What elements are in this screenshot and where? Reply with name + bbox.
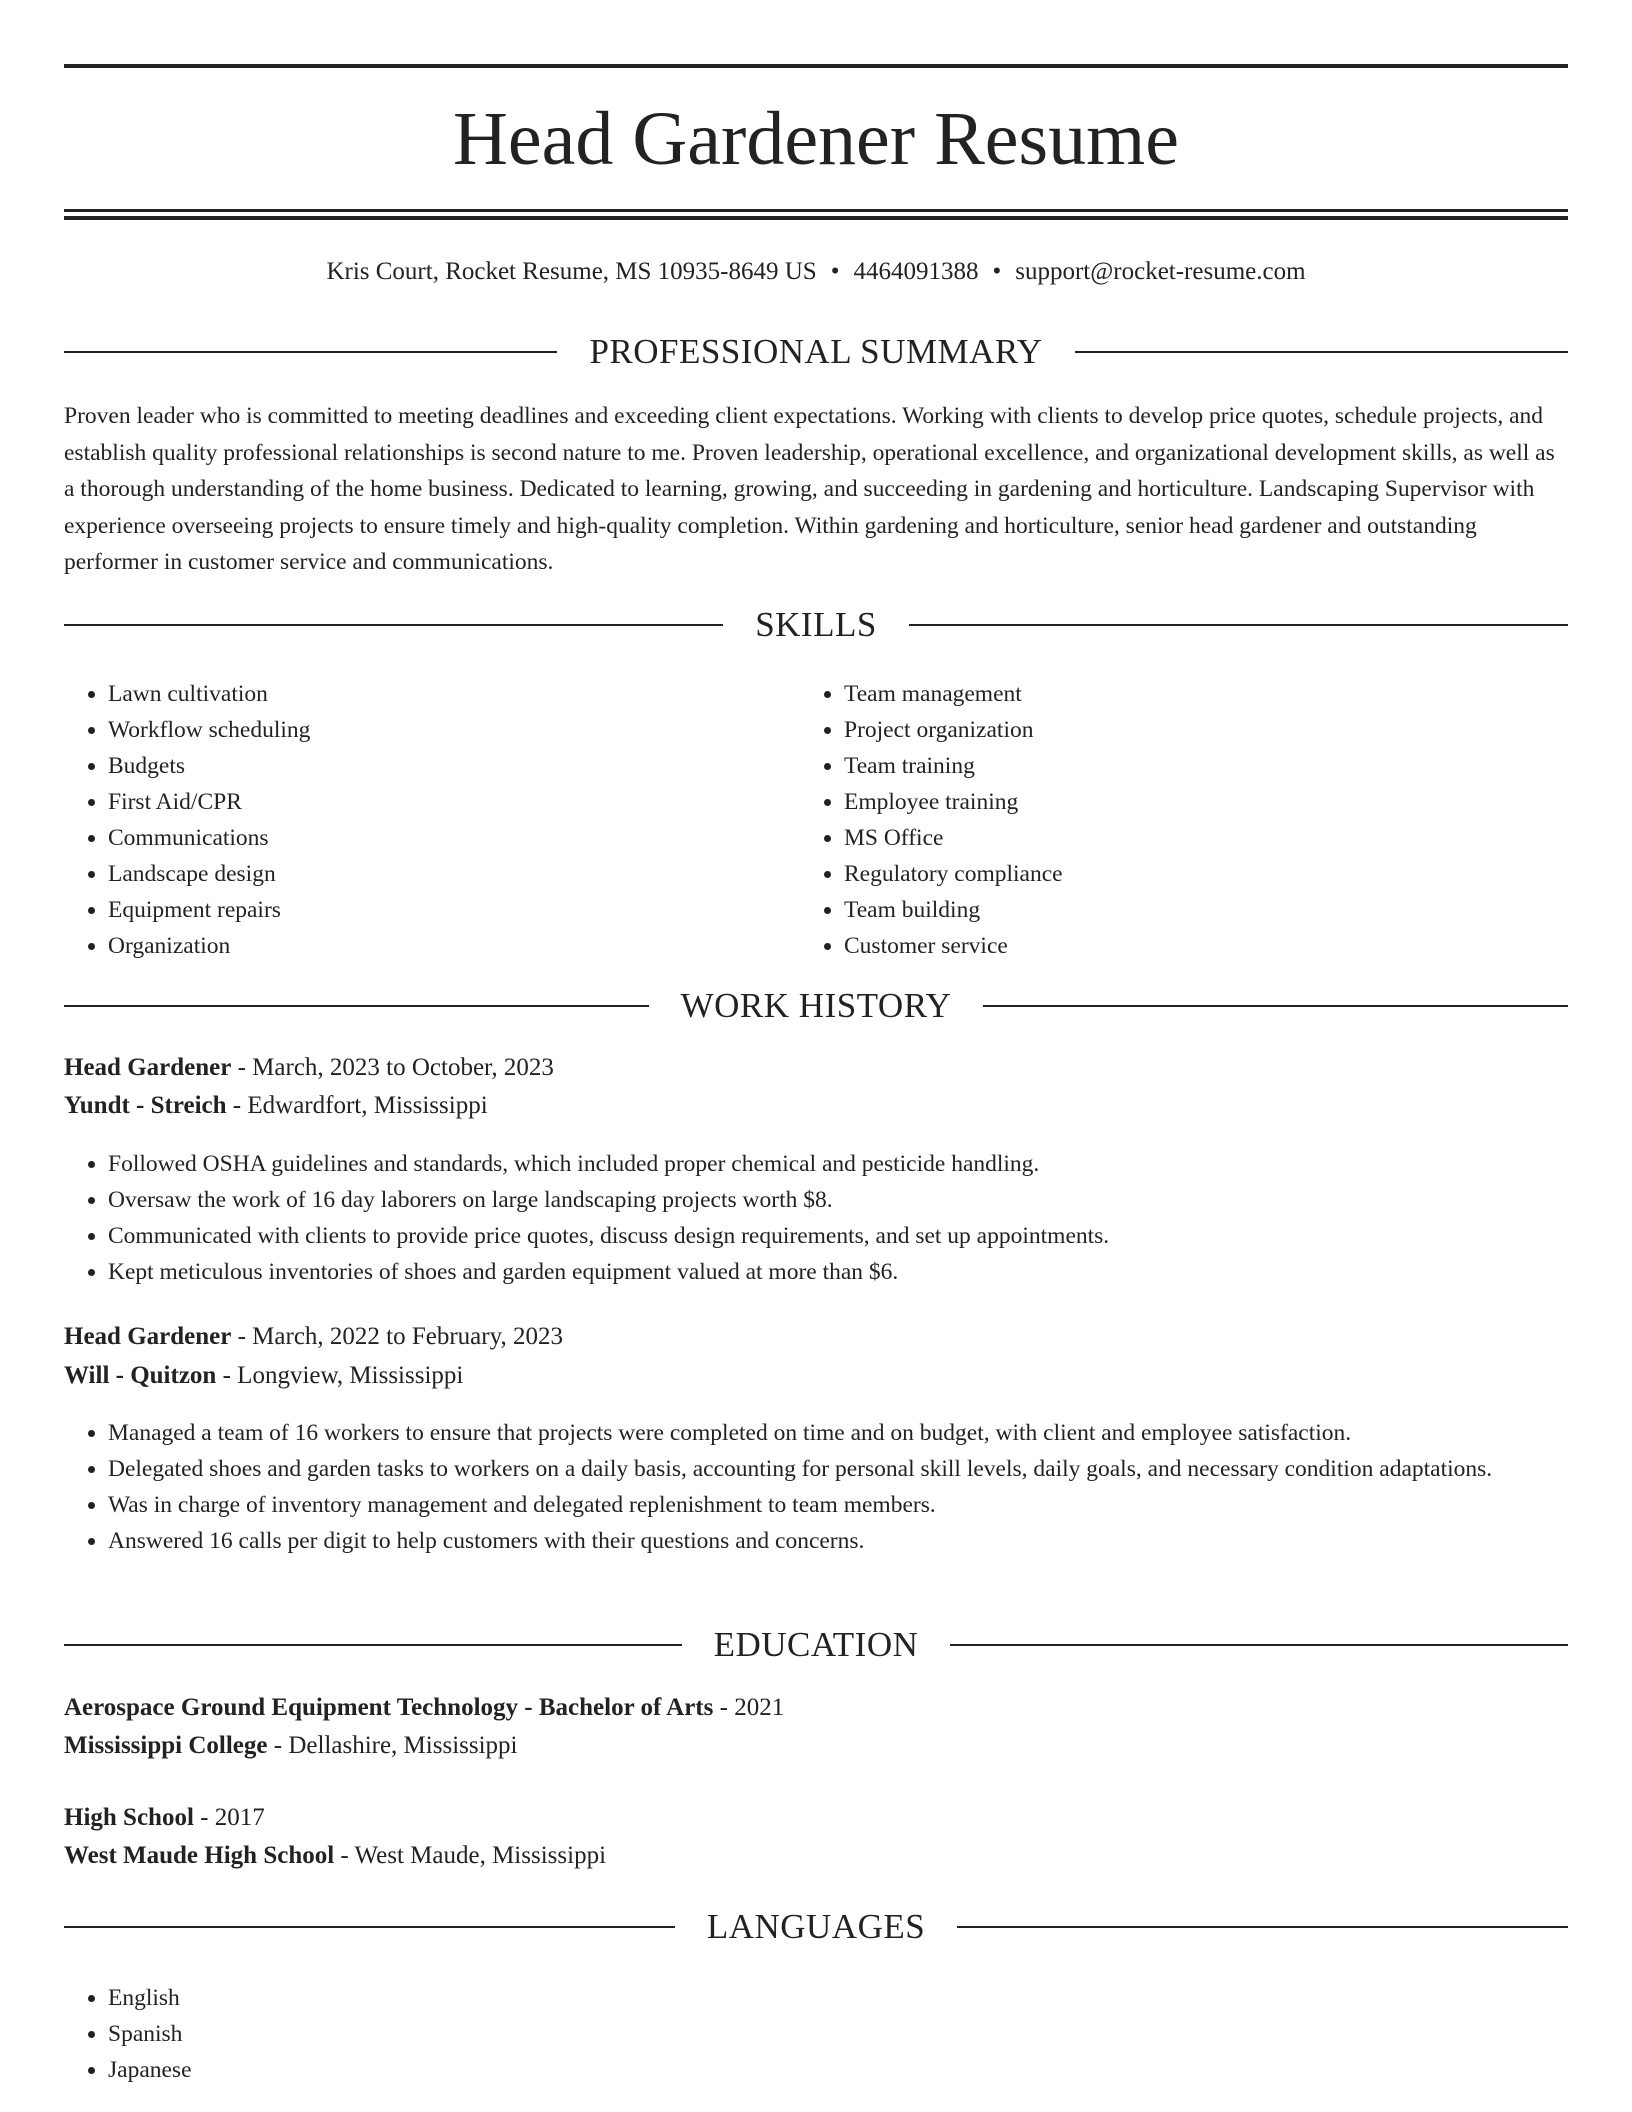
- heading-rule: [64, 351, 557, 353]
- heading-rule: [983, 1005, 1568, 1007]
- contact-email: support@rocket-resume.com: [1015, 258, 1306, 285]
- list-item: • Oversaw the work of 16 day laborers on large landscaping projects worth $8.: [108, 1182, 1524, 1218]
- job-dates: - March, 2023 to October, 2023: [231, 1054, 554, 1081]
- job-location: - Edwardfort, Mississippi: [226, 1092, 488, 1119]
- list-item: • Budgets: [108, 748, 310, 784]
- list-item: • Spanish: [108, 2016, 192, 2052]
- list-item: • Communicated with clients to provide price quotes, discuss design requirements, and set up appointments.: [108, 1218, 1524, 1254]
- job-company: Yundt - Streich: [64, 1092, 227, 1119]
- education-location: - Dellashire, Mississippi: [267, 1732, 518, 1759]
- skills-list-left: [64, 676, 310, 964]
- job-duty-list: [64, 1415, 1524, 1559]
- education-location: - West Maude, Mississippi: [334, 1842, 607, 1869]
- section-title: SKILLS: [755, 605, 877, 644]
- section-title: EDUCATION: [713, 1625, 919, 1664]
- job-title-line: [64, 1050, 554, 1086]
- section-title: WORK HISTORY: [680, 986, 952, 1025]
- education-degree: Aerospace Ground Equipment Technology - Bachelor of Arts: [64, 1694, 714, 1721]
- title-rule-lower: [64, 216, 1568, 220]
- heading-rule: [64, 1005, 649, 1007]
- job-duties: [64, 1415, 1524, 1559]
- languages-list: [64, 1980, 192, 2088]
- job-duty-list: [64, 1146, 1524, 1290]
- heading-rule: [1075, 351, 1568, 353]
- education-school: Mississippi College: [64, 1732, 268, 1759]
- job-location: - Longview, Mississippi: [216, 1362, 464, 1389]
- job-title: Head Gardener: [64, 1323, 232, 1350]
- skills-list-right: [800, 676, 1063, 964]
- list-item: • Employee training: [844, 784, 1063, 820]
- list-item: • Workflow scheduling: [108, 712, 310, 748]
- contact-separator: •: [992, 258, 1002, 285]
- heading-rule: [64, 624, 723, 626]
- list-item: • Delegated shoes and garden tasks to workers on a daily basis, accounting for personal skill levels, daily goals, and necessary condition adaptations.: [108, 1451, 1524, 1487]
- list-item: • Kept meticulous inventories of shoes and garden equipment valued at more than $6.: [108, 1254, 1524, 1290]
- list-item: • Was in charge of inventory management and delegated replenishment to team members.: [108, 1487, 1524, 1523]
- section-heading-skills: [64, 603, 1568, 647]
- list-item: • English: [108, 1980, 192, 2016]
- education-degree-line: [64, 1800, 265, 1836]
- page-title: Head Gardener Resume: [453, 97, 1179, 181]
- section-title: PROFESSIONAL SUMMARY: [589, 332, 1043, 371]
- contact-separator: •: [830, 258, 840, 285]
- heading-rule: [957, 1926, 1568, 1928]
- section-heading-work: [64, 984, 1568, 1028]
- list-item: • Landscape design: [108, 856, 310, 892]
- list-item: • Followed OSHA guidelines and standards, which included proper chemical and pesticide handling.: [108, 1146, 1524, 1182]
- list-item: • Equipment repairs: [108, 892, 310, 928]
- job-company-line: [64, 1088, 488, 1124]
- list-item: • Managed a team of 16 workers to ensure that projects were completed on time and on budget, with client and employee satisfaction.: [108, 1415, 1524, 1451]
- section-title: LANGUAGES: [706, 1907, 926, 1946]
- list-item: • Japanese: [108, 2052, 192, 2088]
- skills-column-right: [800, 676, 1063, 964]
- education-year: - 2017: [193, 1804, 265, 1831]
- summary-text: Proven leader who is committed to meeting deadlines and exceeding client expectations. Working with clients to develop price quotes, schedule projects, and establish quality professional relationships is second nature to me. Proven leadership, operational excellence, and organizational development skills, as well as a thorough understanding of the home business. Dedicated to learning, growing, and succeeding in gardening and horticulture. Landscaping Supervisor with experience overseeing projects to ensure timely and high-quality completion. Within gardening and horticulture, senior head gardener and outstanding performer in customer service and communications.: [64, 403, 1555, 575]
- section-heading-summary: [64, 330, 1568, 374]
- list-item: • MS Office: [844, 820, 1063, 856]
- heading-rule: [64, 1644, 682, 1646]
- languages-block: [64, 1980, 192, 2088]
- contact-phone: 4464091388: [853, 258, 979, 285]
- job-dates: - March, 2022 to February, 2023: [231, 1323, 563, 1350]
- education-school-line: [64, 1838, 606, 1874]
- section-heading-education: [64, 1623, 1568, 1667]
- education-degree: High School: [64, 1804, 194, 1831]
- education-school: West Maude High School: [64, 1842, 335, 1869]
- list-item: • Customer service: [844, 928, 1063, 964]
- section-heading-languages: [64, 1905, 1568, 1949]
- top-rule: [64, 64, 1568, 68]
- heading-rule: [64, 1926, 675, 1928]
- list-item: • Team management: [844, 676, 1063, 712]
- job-title-line: [64, 1319, 563, 1355]
- job-title: Head Gardener: [64, 1054, 232, 1081]
- skills-column-left: [64, 676, 310, 964]
- contact-address: Kris Court, Rocket Resume, MS 10935-8649 US: [326, 258, 817, 285]
- job-company: Will - Quitzon: [64, 1362, 217, 1389]
- heading-rule: [909, 624, 1568, 626]
- list-item: • Answered 16 calls per digit to help customers with their questions and concerns.: [108, 1523, 1524, 1559]
- heading-rule: [950, 1644, 1568, 1646]
- title-rule-upper: [64, 209, 1568, 212]
- education-year: - 2021: [713, 1694, 785, 1721]
- education-school-line: [64, 1728, 518, 1764]
- list-item: • First Aid/CPR: [108, 784, 310, 820]
- job-duties: [64, 1146, 1524, 1290]
- list-item: • Team training: [844, 748, 1063, 784]
- list-item: • Organization: [108, 928, 310, 964]
- list-item: • Lawn cultivation: [108, 676, 310, 712]
- contact-line: [64, 254, 1568, 290]
- list-item: • Communications: [108, 820, 310, 856]
- list-item: • Team building: [844, 892, 1063, 928]
- list-item: • Project organization: [844, 712, 1063, 748]
- education-degree-line: [64, 1690, 784, 1726]
- job-company-line: [64, 1358, 463, 1394]
- list-item: • Regulatory compliance: [844, 856, 1063, 892]
